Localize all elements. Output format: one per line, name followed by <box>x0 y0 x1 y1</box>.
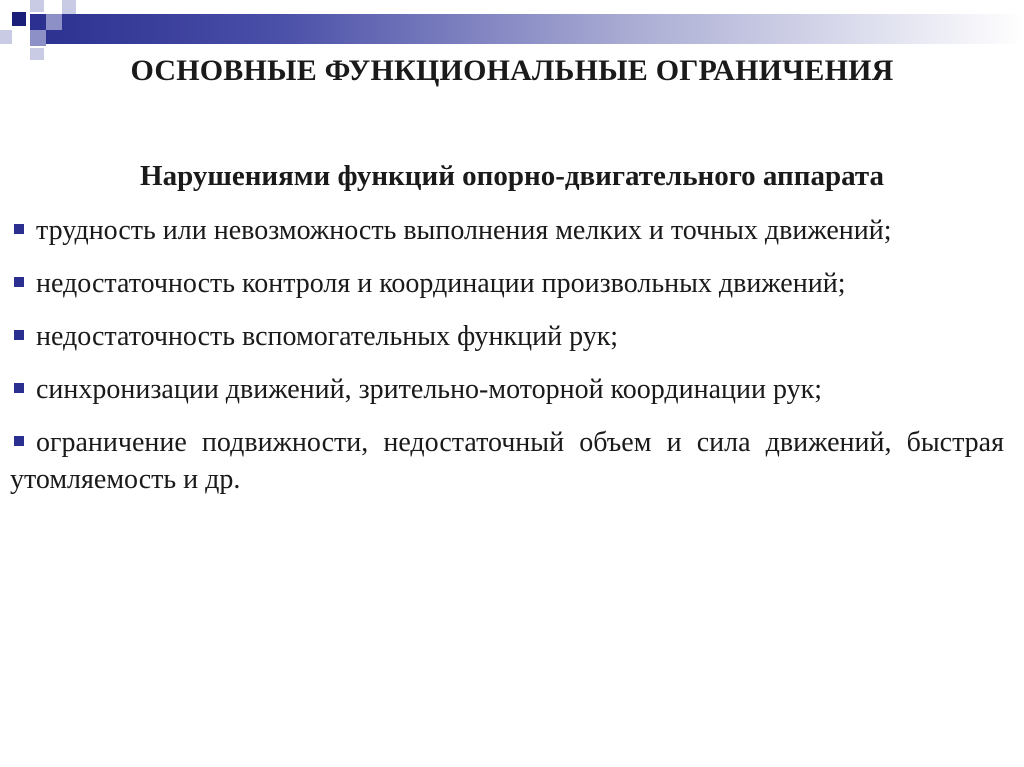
list-item-text: недостаточность контроля и координации произвольных движений; <box>36 268 846 299</box>
list-item <box>10 424 1004 498</box>
square-bullet-icon <box>14 436 24 446</box>
slide-subtitle: Нарушениями функций опорно-двигательного аппарата <box>140 160 884 192</box>
list-item <box>10 265 1004 302</box>
list-item-text: синхронизации движений, зрительно-моторной координации рук; <box>36 374 822 405</box>
decorative-square <box>0 30 12 44</box>
list-item <box>10 212 1004 249</box>
list-item-text: трудность или невозможность выполнения мелких и точных движений; <box>36 215 892 246</box>
bullet-list <box>10 212 1004 514</box>
square-bullet-icon <box>14 224 24 234</box>
header-gradient-bar <box>30 14 1024 44</box>
square-bullet-icon <box>14 330 24 340</box>
decorative-square <box>62 0 76 14</box>
list-item-text: недостаточность вспомогательных функций рук; <box>36 321 619 352</box>
slide-title: ОСНОВНЫЕ ФУНКЦИОНАЛЬНЫЕ ОГРАНИЧЕНИЯ <box>130 54 894 87</box>
decorative-square <box>30 0 44 12</box>
decorative-square <box>12 12 26 26</box>
decorative-square <box>46 14 62 30</box>
decorative-square <box>30 30 46 46</box>
list-item <box>10 371 1004 408</box>
square-bullet-icon <box>14 277 24 287</box>
list-item-text: ограничение подвижности, недостаточный объем и сила движений, быстрая утомляемость и др. <box>10 427 1004 495</box>
list-item <box>10 318 1004 355</box>
square-bullet-icon <box>14 383 24 393</box>
